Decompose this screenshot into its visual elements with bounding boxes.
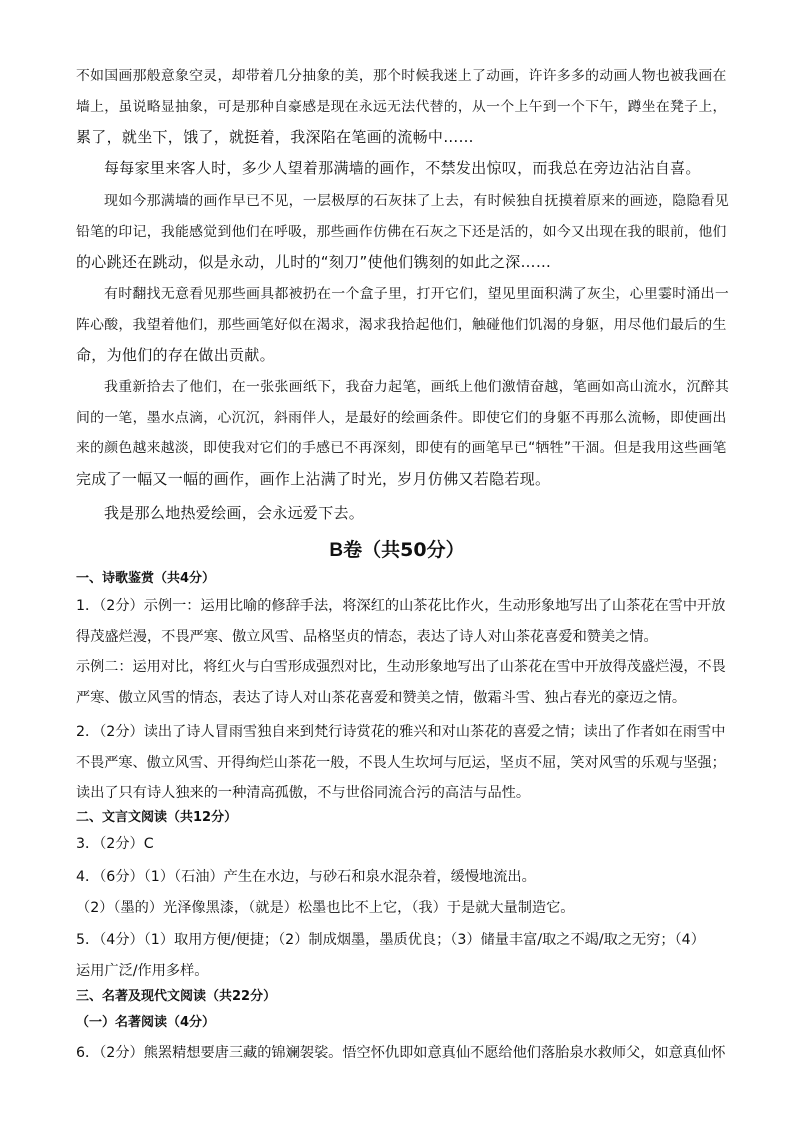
text-line: 我是那么地热爱绘画，会永远爱下去。 [104, 504, 365, 522]
text-line: 1．（2分）示例一：运用比喻的修辞手法，将深红的山茶花比作火，生动形象地写出了山茶花在雪中开放 [76, 598, 726, 614]
answer-q1 [76, 591, 726, 713]
answer-q4 [76, 862, 726, 923]
section-title-text: 卷（共50分） [343, 539, 465, 561]
subheading-classics: （一）名著阅读（4分） [76, 1015, 216, 1030]
text-line: 得茂盛烂漫，不畏严寒、傲立风雪、品格坚贞的情态，表达了诗人对山茶花喜爱和赞美之情。 [76, 628, 658, 645]
text-line: 累了，就坐下，饿了，就挺着，我深陷在笔画的流畅中…… [76, 128, 474, 146]
text-line: 命，为他们的存在做出贡献。 [76, 346, 275, 364]
text-line: 阵心酸，我望着他们，那些画笔好似在渴求，渴求我拾起他们，触碰他们饥渴的身躯，用尽他们最后的生 [76, 316, 727, 333]
answer-q6 [76, 1038, 726, 1069]
essay-paragraph-6 [76, 498, 726, 529]
essay-paragraph-3 [76, 186, 730, 278]
text-line: 读出了只有诗人独来的一种清高孤傲，不与世俗同流合污的高洁与品性。 [76, 785, 531, 801]
text-line: 来的颜色越来越淡，即使我对它们的手感已不再深刻，即使有的画笔早已“牺牲”干涸。但是我用这些画笔 [76, 440, 727, 456]
text-line: 运用广泛/作用多样。 [76, 962, 209, 979]
answer-q2 [76, 717, 726, 809]
essay-paragraph-1 [76, 61, 726, 153]
text-line: 4．（6分）（1）（石油）产生在水边，与砂石和泉水混杂着，缓慢地流出。 [76, 869, 536, 885]
text-line: 每每家里来客人时，多少人望着那满墙的画作，不禁发出惊叹，而我总在旁边沾沾自喜。 [104, 159, 701, 177]
text-line: 间的一笔，墨水点滴，心沉沉，斜雨伴人，是最好的绘画条件。即使它们的身躯不再那么流畅，即使画出 [76, 409, 727, 426]
text-line: 现如今那满墙的画作早已不见，一层极厚的石灰抹了上去，有时候独自抚摸着原来的画迹，隐隐看见 [104, 193, 730, 209]
text-line: 2．（2分）读出了诗人冒雨雪独自来到梵行诗赏花的雅兴和对山茶花的喜爱之情；读出了作者如在雨雪中 [76, 724, 726, 740]
text-line: 不如国画那般意象空灵，却带着几分抽象的美，那个时候我迷上了动画，许许多多的动画人物也被我画在 [76, 68, 727, 84]
text-line: 不畏严寒、傲立风雪、开得绚烂山茶花一般，不畏人生坎坷与厄运，坚贞不屈，笑对风雪的乐观与坚强； [76, 754, 726, 771]
section-title [0, 536, 794, 565]
text-line: 我重新拾去了他们，在一张张画纸下，我奋力起笔，画纸上他们激情奋越，笔画如高山流水，沉醉其 [104, 379, 730, 395]
answer-q5 [76, 925, 726, 986]
part-heading-classical: 二、文言文阅读（共12分） [76, 810, 238, 825]
answer-q3 [76, 829, 726, 860]
text-line: 3．（2分）C [76, 836, 154, 852]
part-heading-reading: 三、名著及现代文阅读（共22分） [76, 989, 277, 1004]
text-line: 完成了一幅又一幅的画作，画作上沾满了时光，岁月仿佛又若隐若现。 [76, 469, 551, 488]
part-heading-poetry: 一、诗歌鉴赏（共4分） [76, 571, 216, 586]
text-line: 铅笔的印记，我能感觉到他们在呼吸，那些画作仿佛在石灰之下还是活的，如今又出现在我的眼前，他们 [76, 223, 727, 240]
text-line: 5．（4分）（1）取用方便/便捷；（2）制成烟墨，墨质优良；（3）储量丰富/取之不竭/取之无穷；（4） [76, 932, 705, 948]
text-line: 严寒、傲立风雪的情态，表达了诗人对山茶花喜爱和赞美之情，傲霜斗雪、独占春光的豪迈之情。 [76, 689, 687, 706]
text-line: （2）（墨的）光泽像黑漆，（就是）松墨也比不上它，（我）于是就大量制造它。 [76, 899, 575, 916]
text-line: 有时翻找无意看见那些画具都被扔在一个盒子里，打开它们，望见里面积满了灰尘，心里霎时涌出一 [104, 286, 730, 302]
essay-paragraph-2 [76, 153, 726, 184]
text-line: 墙上，虽说略显抽象，可是那种自豪感是现在永远无法代替的，从一个上午到一个下午，蹲坐在凳子上， [76, 98, 727, 115]
text-line: 示例二：运用对比，将红火与白雪形成强烈对比，生动形象地写出了山茶花在雪中开放得茂盛烂漫，不畏 [76, 659, 726, 675]
section-title-letter: B [329, 540, 344, 561]
text-line: 6．（2分）熊罴精想要唐三藏的锦斓袈裟。悟空怀仇即如意真仙不愿给他们落胎泉水救师父，如意真仙怀 [76, 1045, 726, 1061]
text-line: 的心跳还在跳动，似是永动，儿时的“刻刀”使他们镌刻的如此之深…… [76, 253, 552, 271]
essay-paragraph-4 [76, 279, 730, 371]
essay-paragraph-5 [76, 372, 730, 494]
